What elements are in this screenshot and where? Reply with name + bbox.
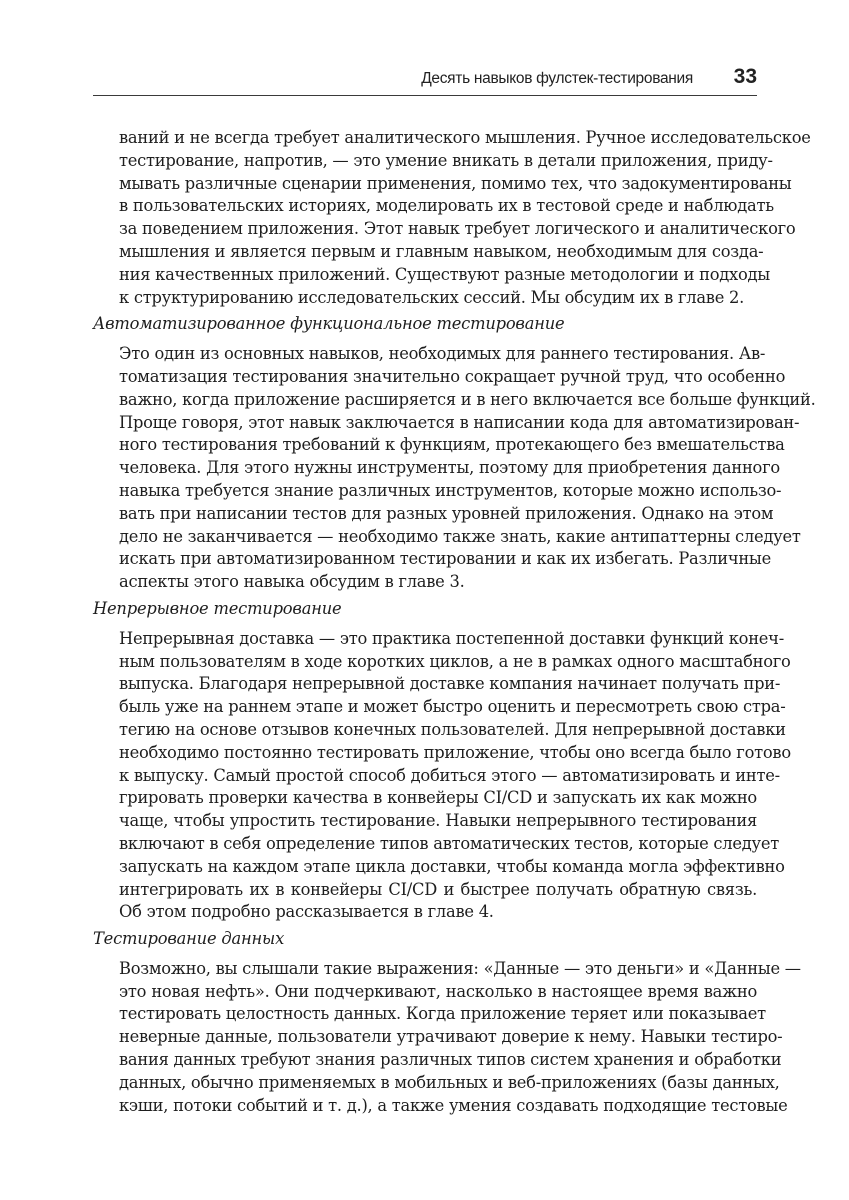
text-line: навыка требуется знание различных инструментов, которые можно использо-	[119, 480, 782, 500]
text-line: Это один из основных навыков, необходимых для раннего тестирования. Ав-	[119, 344, 766, 364]
text-line: вать при написании тестов для разных уровней приложения. Однако на этом	[119, 503, 774, 523]
text-line: томатизация тестирования значительно сокращает ручной труд, что особенно	[119, 366, 786, 386]
section-heading-data-testing: Тестирование данных	[93, 929, 285, 949]
text-line: интегрировать их в конвейеры CI/CD и быстрее получать обратную связь.	[119, 879, 757, 899]
text-line: аспекты этого навыка обсудим в главе 3.	[119, 572, 465, 592]
text-line: за поведением приложения. Этот навык требует логического и аналитического	[119, 219, 796, 239]
text-line: грировать проверки качества в конвейеры CI/CD и запускать их как можно	[119, 788, 757, 808]
text-line: ваний и не всегда требует аналитического мышления. Ручное исследовательское	[119, 128, 811, 147]
text-line: тестирование, напротив, — это умение вникать в детали приложения, приду-	[119, 150, 773, 170]
page-body	[93, 127, 816, 1117]
text-line: ния качественных приложений. Существуют разные методологии и подходы	[119, 264, 770, 284]
text-line: включают в себя определение типов автоматических тестов, которые следует	[119, 833, 779, 853]
text-line: ного тестирования требований к функциям, протекающего без вмешательства	[119, 435, 785, 455]
text-line: быль уже на раннем этапе и может быстро оценить и пересмотреть свою стра-	[119, 697, 786, 717]
text-line: к структурированию исследовательских сессий. Мы обсудим их в главе 2.	[119, 287, 745, 307]
text-line: к выпуску. Самый простой способ добиться этого — автоматизировать и инте-	[119, 765, 780, 785]
page-number: 33	[733, 65, 757, 88]
text-line: человека. Для этого нужны инструменты, поэтому для приобретения данного	[119, 458, 780, 478]
text-line: Об этом подробно рассказывается в главе 4.	[119, 902, 494, 922]
text-line: мывать различные сценарии применения, помимо тех, что задокументированы	[119, 173, 792, 193]
text-line: неверные данные, пользователи утрачивают доверие к нему. Навыки тестиро-	[119, 1027, 783, 1047]
text-line: кэши, потоки событий и т. д.), а также умения создавать подходящие тестовые	[119, 1095, 788, 1115]
text-line: Непрерывная доставка — это практика постепенной доставки функций конеч-	[119, 628, 784, 648]
section-heading-automated-functional: Автоматизированное функциональное тестирование	[93, 314, 565, 334]
text-line: данных, обычно применяемых в мобильных и веб-приложениях (базы данных,	[119, 1072, 780, 1092]
text-line: вания данных требуют знания различных типов систем хранения и обработки	[119, 1050, 782, 1070]
text-line: это новая нефть». Они подчеркивают, насколько в настоящее время важно	[119, 981, 757, 1001]
text-line: необходимо постоянно тестировать приложение, чтобы оно всегда было готово	[119, 742, 791, 762]
section-heading-continuous-testing: Непрерывное тестирование	[93, 598, 342, 618]
text-line: ным пользователям в ходе коротких циклов, а не в рамках одного масштабного	[119, 651, 791, 671]
running-header	[93, 60, 757, 96]
text-line: чаще, чтобы упростить тестирование. Навыки непрерывного тестирования	[119, 811, 757, 831]
paragraph-automated-functional	[93, 343, 816, 594]
text-line: мышления и является первым и главным навыком, необходимым для созда-	[119, 241, 764, 261]
text-line: важно, когда приложение расширяется и в него включается все больше функций.	[119, 389, 816, 409]
text-line: Возможно, вы слышали такие выражения: «Данные — это деньги» и «Данные —	[119, 958, 801, 978]
text-line: выпуска. Благодаря непрерывной доставке компания начинает получать при-	[119, 674, 781, 694]
text-line: Проще говоря, этот навык заключается в написании кода для автоматизирован-	[119, 412, 800, 432]
paragraph-data-testing	[93, 958, 801, 1118]
paragraph-continuous-testing	[93, 628, 791, 924]
text-line: тегию на основе отзывов конечных пользователей. Для непрерывной доставки	[119, 719, 786, 739]
text-line: в пользовательских историях, моделировать их в тестовой среде и наблюдать	[119, 196, 774, 216]
running-header-title: Десять навыков фулстек-тестирования	[421, 70, 693, 87]
text-line: искать при автоматизированном тестировании и как их избегать. Различные	[119, 549, 772, 569]
text-line: запускать на каждом этапе цикла доставки, чтобы команда могла эффективно	[119, 856, 785, 876]
paragraph-manual-exploratory	[93, 127, 811, 309]
text-line: тестировать целостность данных. Когда приложение теряет или показывает	[119, 1004, 766, 1024]
text-line: дело не заканчивается — необходимо также знать, какие антипаттерны следует	[119, 526, 801, 546]
